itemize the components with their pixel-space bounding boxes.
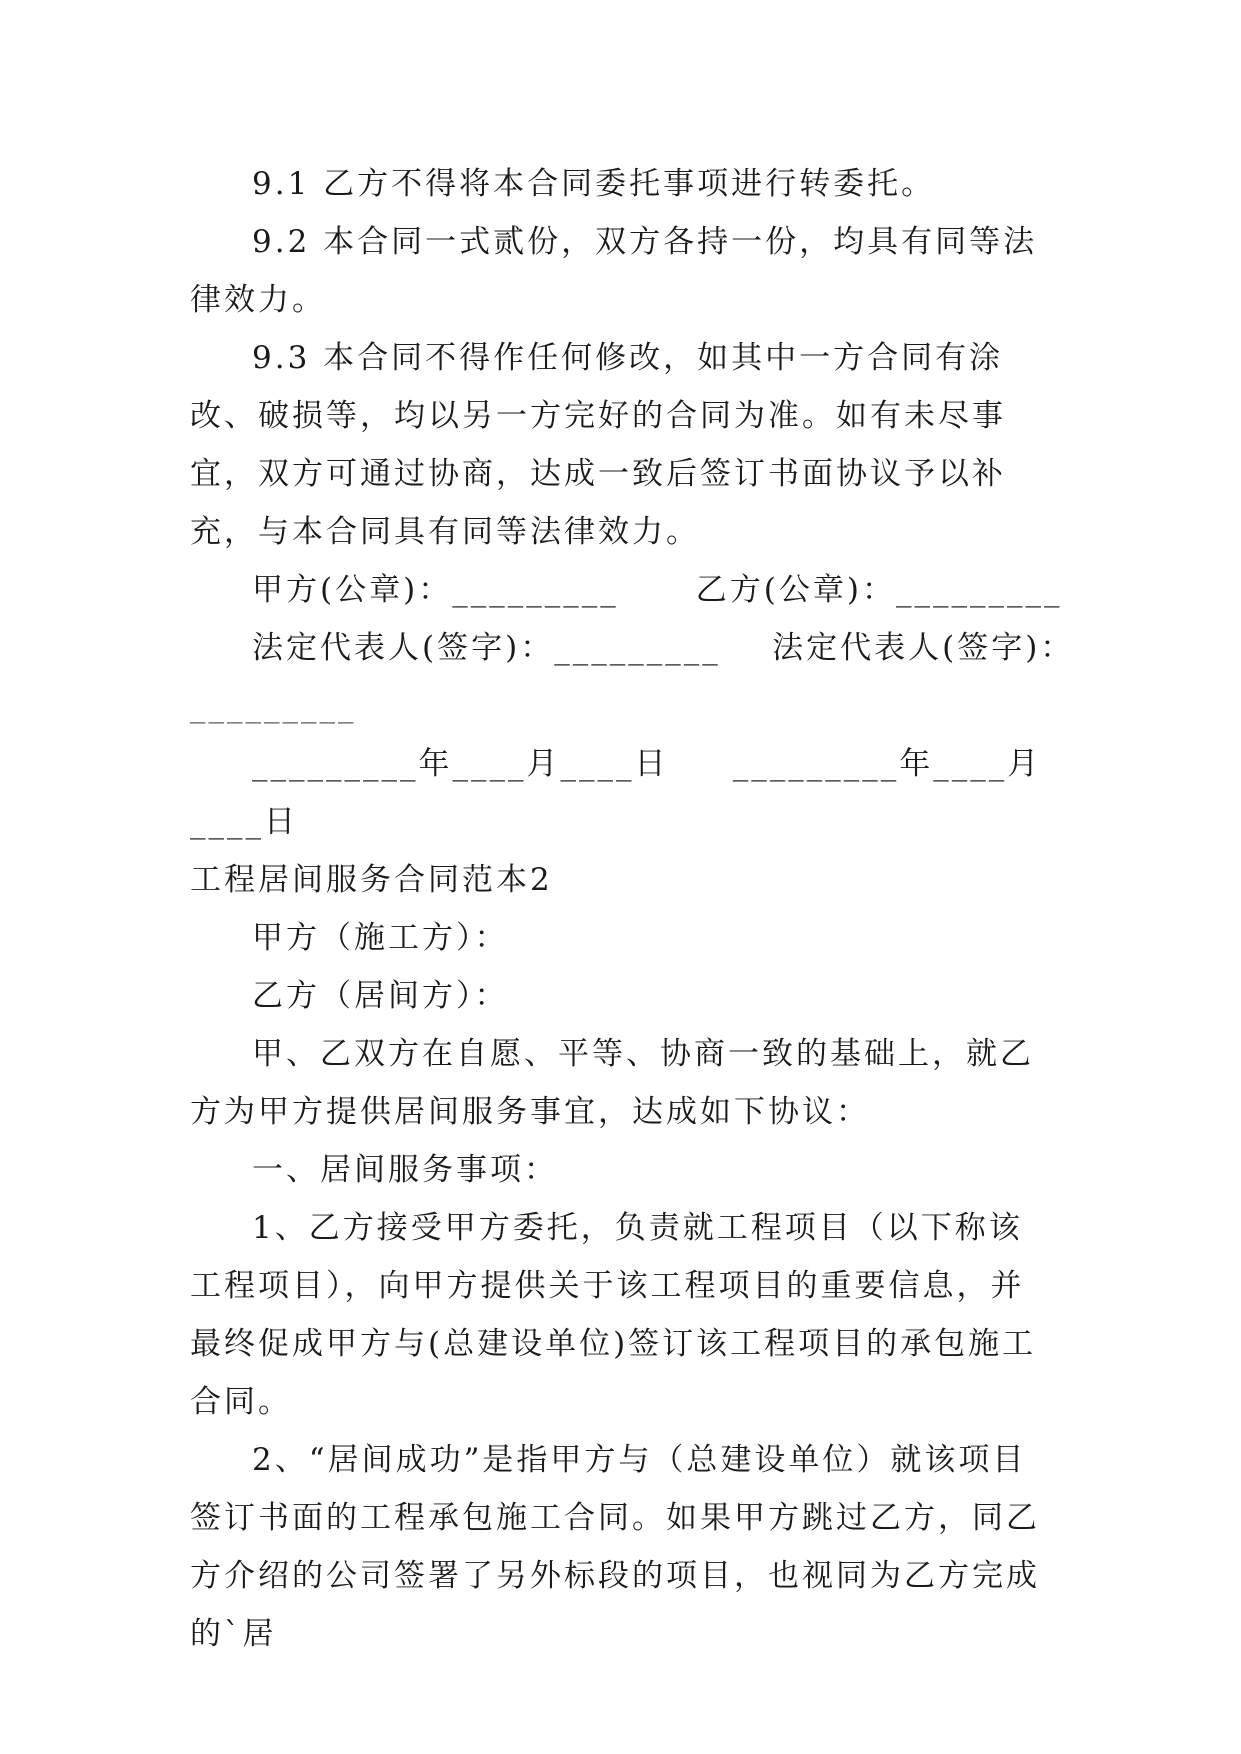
party-b-line: 乙方（居间方）： xyxy=(252,978,509,1014)
clause-9-2: 9.2 本合同一式贰份，双方各持一份，均具有同等法律效力。 xyxy=(190,224,1038,318)
seal-signature-line: 甲方(公章)：_________ 乙方(公章)：_________ xyxy=(252,572,1063,608)
representative-signature-blank: _________ xyxy=(190,688,357,724)
document-body xyxy=(190,155,1075,1663)
heading-service-items: 一、居间服务事项： xyxy=(252,1152,558,1188)
clause-9-3: 9.3 本合同不得作任何修改，如其中一方合同有涂改、破损等，均以另一方完好的合同为准。如有未尽事宜，双方可通过协商，达成一致后签订书面协议予以补充，与本合同具有同等法律效力。 xyxy=(190,340,1006,550)
item-2-paragraph: 2、“居间成功”是指甲方与（总建设单位）就该项目签订书面的工程承包施工合同。如果甲方跳过乙方，同乙方介绍的公司签署了另外标段的项目，也视同为乙方完成的`居 xyxy=(190,1442,1040,1652)
item-1-paragraph: 1、乙方接受甲方委托，负责就工程项目（以下称该工程项目），向甲方提供关于该工程项目的重要信息，并最终促成甲方与(总建设单位)签订该工程项目的承包施工合同。 xyxy=(190,1210,1037,1420)
section-title: 工程居间服务合同范本2 xyxy=(190,862,553,898)
clause-9-1: 9.1 乙方不得将本合同委托事项进行转委托。 xyxy=(252,166,936,202)
representative-signature-line: 法定代表人(签字)：_________ 法定代表人(签字)： xyxy=(252,630,1075,666)
party-a-line: 甲方（施工方）： xyxy=(252,920,509,956)
date-line: _________年____月____日 _________年____月____日 xyxy=(190,746,1042,840)
intro-paragraph: 甲、乙双方在自愿、平等、协商一致的基础上，就乙方为甲方提供居间服务事宜，达成如下协议： xyxy=(190,1036,1034,1130)
